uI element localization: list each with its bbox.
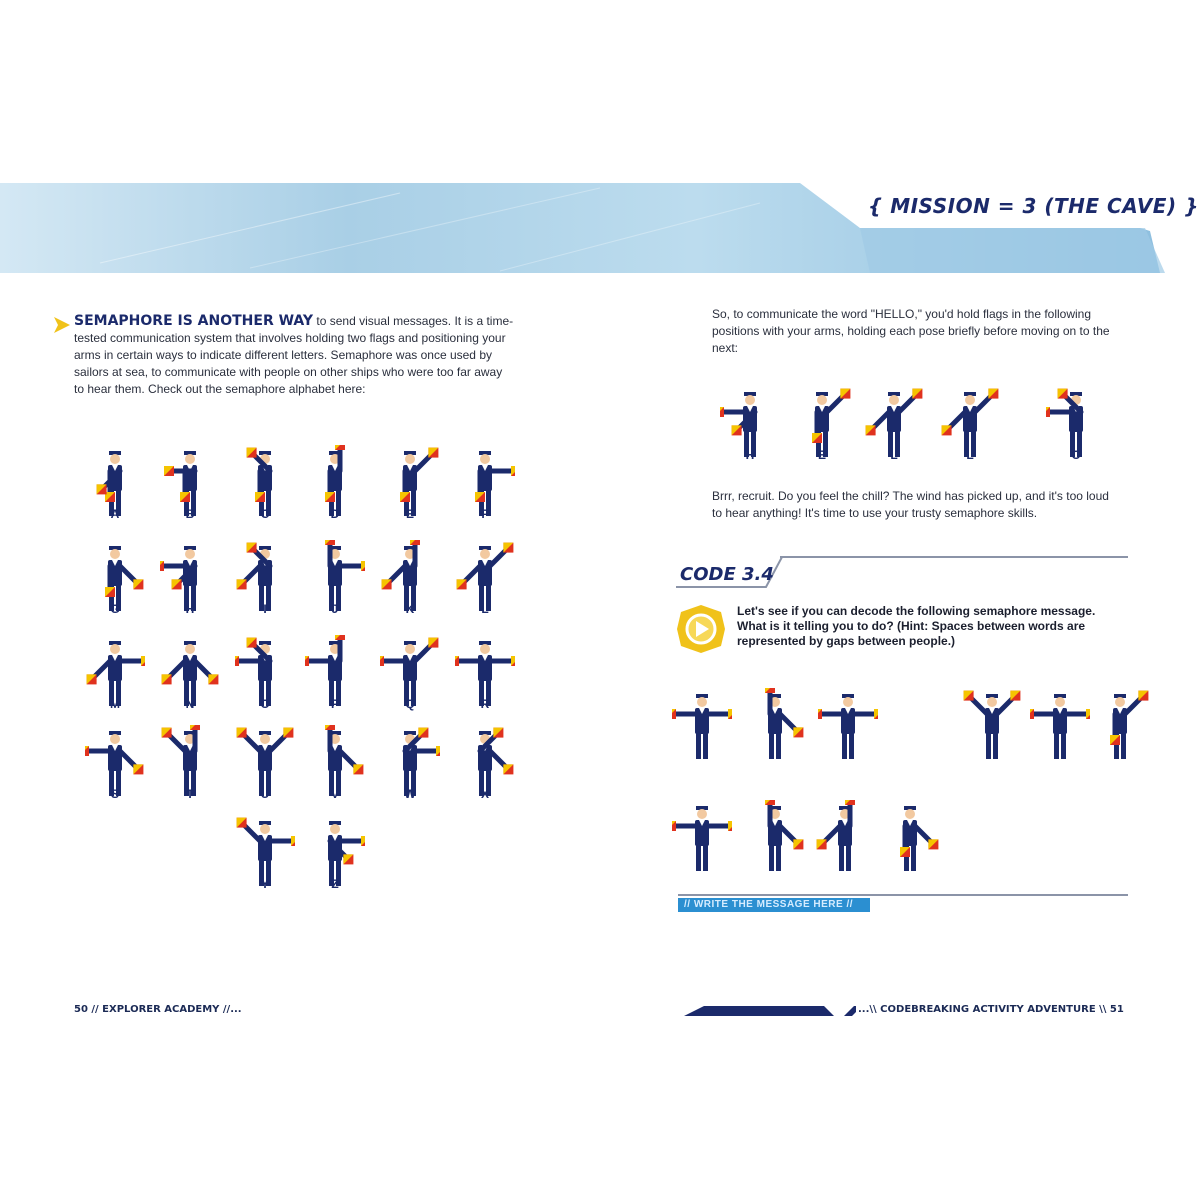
letter-label: C — [260, 507, 270, 521]
code-title: CODE 3.4 — [680, 564, 774, 585]
letter-label: I — [263, 602, 267, 616]
sailor-figure — [815, 800, 875, 874]
intro-paragraph — [74, 313, 514, 398]
sailor-figure — [962, 688, 1022, 762]
code-prompt: Let's see if you can decode the following semaphore message. What is it telling you to do? (Hint: Spaces between words are represented by gaps between people.) — [737, 604, 1096, 648]
play-icon — [676, 604, 726, 654]
letter-label: E — [405, 507, 414, 521]
letter-label: K — [405, 602, 415, 616]
sailor-figure — [672, 688, 732, 762]
letter-label: T — [186, 787, 194, 801]
letter-label: L — [966, 448, 974, 462]
sailor-figure — [1090, 688, 1150, 762]
letter-label: W — [404, 787, 416, 801]
letter-label: Z — [331, 877, 339, 891]
letter-label: O — [1071, 448, 1081, 462]
letter-label: N — [185, 697, 195, 711]
intro-body: to send visual messages. It is a time-tested communication system that involves holding two flags and positioning your arms in certain ways to indicate different letters. Semaphore was once used by sailors at sea, to communicate with people on other ships who were too far away to hear them. Check out the semaphore alphabet here: — [74, 314, 514, 396]
letter-label: E — [817, 448, 826, 462]
letter-label: S — [110, 787, 119, 801]
hello-paragraph: So, to communicate the word "HELLO," you'd hold flags in the following positions with your arms, holding each pose briefly before moving on to the next: — [712, 307, 1110, 355]
sailor-figure — [745, 688, 805, 762]
intro-lead: SEMAPHORE IS ANOTHER WAY — [74, 313, 314, 329]
sailor-figure — [1030, 688, 1090, 762]
letter-label: F — [481, 507, 489, 521]
code-top-rule — [780, 556, 1128, 558]
letter-label: O — [260, 697, 270, 711]
letter-label: P — [330, 697, 339, 711]
letter-label: Y — [260, 877, 269, 891]
chevron-right-icon — [54, 317, 70, 333]
sailor-figure — [880, 800, 940, 874]
letter-label: D — [330, 507, 340, 521]
letter-label: R — [480, 697, 490, 711]
sailor-figure — [745, 800, 805, 874]
letter-label: Q — [405, 697, 415, 711]
letter-label: U — [260, 787, 270, 801]
letter-label: B — [185, 507, 195, 521]
letter-label: V — [330, 787, 339, 801]
letter-label: A — [110, 507, 120, 521]
brrr-paragraph: Brrr, recruit. Do you feel the chill? The wind has picked up, and it's too loud to hear anything! It's time to use your trusty semaphore skills. — [712, 489, 1109, 520]
answer-label: // WRITE THE MESSAGE HERE // — [684, 899, 854, 910]
mission-title: { MISSION = 3 (THE CAVE) } — [868, 194, 1199, 218]
answer-rule — [678, 894, 1128, 896]
letter-label: L — [481, 602, 489, 616]
letter-label: L — [890, 448, 898, 462]
letter-label: H — [745, 448, 755, 462]
sailor-figure — [672, 800, 732, 874]
letter-label: G — [110, 602, 120, 616]
letter-label: X — [480, 787, 489, 801]
footer-right: ...\\ CODEBREAKING ACTIVITY ADVENTURE \\ 51 — [858, 1004, 1124, 1015]
footer-left: 50 // EXPLORER ACADEMY //... — [74, 1004, 242, 1015]
sailor-figure — [818, 688, 878, 762]
letter-label: J — [331, 602, 339, 616]
letter-label: H — [185, 602, 195, 616]
letter-label: M — [110, 697, 120, 711]
